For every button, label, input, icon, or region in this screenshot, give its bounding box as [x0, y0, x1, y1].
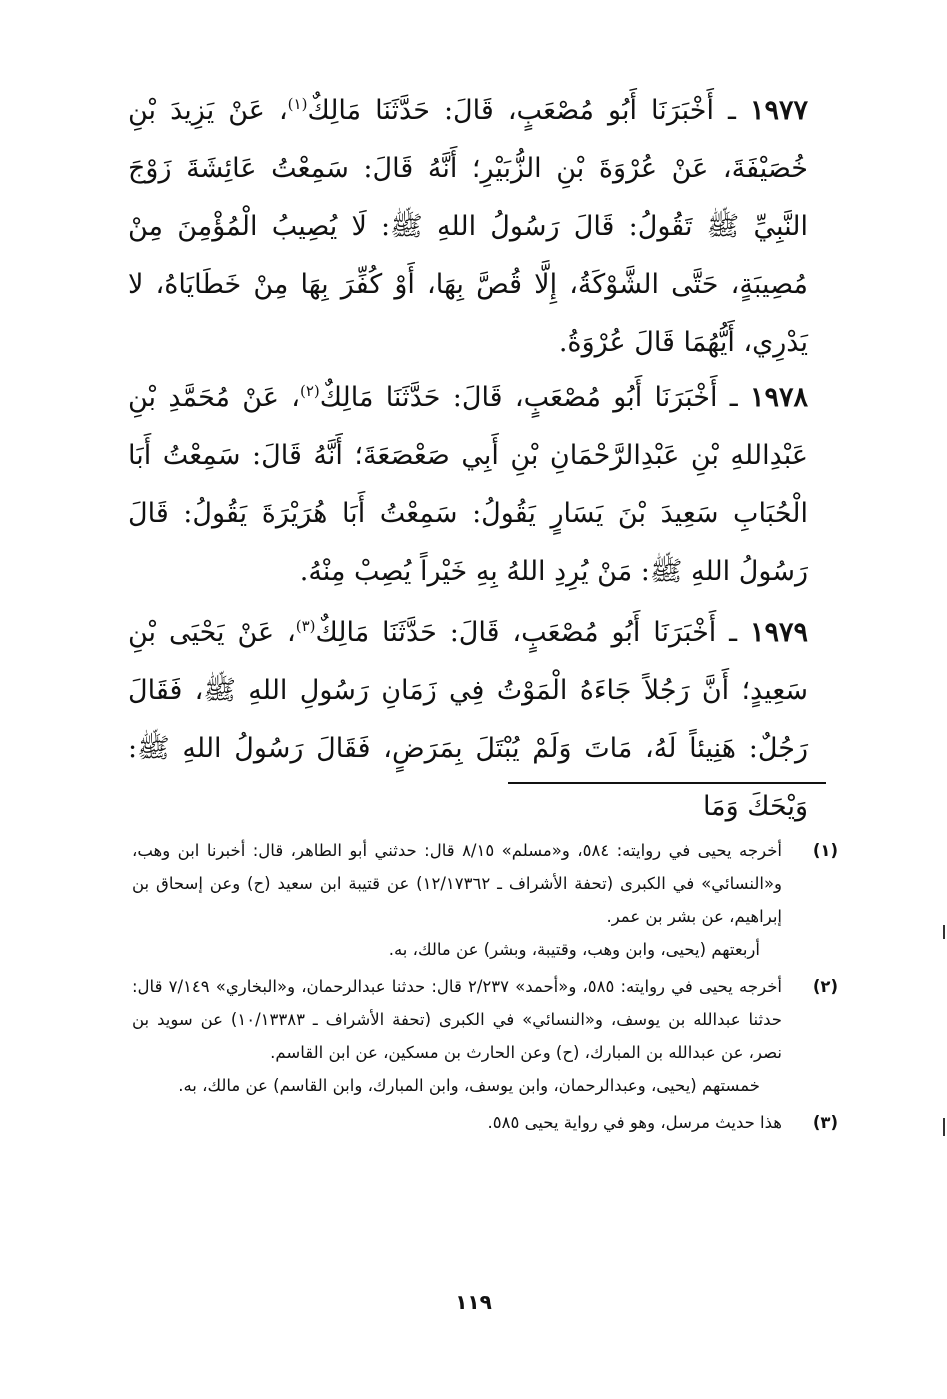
hadith-intro: ـ أَخْبَرَنَا أَبُو مُصْعَبٍ، قَالَ: حَدَّثَنَا مَالِكٌ — [315, 617, 738, 648]
footnote-line: هذا حديث مرسل، وهو في رواية يحيى ٥٨٥. — [487, 1113, 782, 1132]
footnote-marker: (٣) — [812, 1113, 838, 1132]
scan-edge-mark — [943, 1118, 945, 1136]
hadith-text: ، عَنْ يَحْيَى بْنِ سَعِيدٍ؛ أَنَّ رَجُلاً جَاءَهُ الْمَوْتُ فِي زَمَانِ رَسُولِ اللهِ ﷺ، فَقَالَ رَجُلٌ: هَنِيئاً لَهُ، مَاتَ وَلَمْ يُبْتَلَ بِمَرَضٍ، فَقَالَ رَسُولُ اللهِ ﷺ: وَيْحَكَ وَمَا — [128, 617, 808, 822]
footnote-line: خمستهم (يحيى، وعبدالرحمان، وابن يوسف، وابن المبارك، وابن القاسم) عن مالك، به. — [178, 1076, 760, 1095]
footnote-3 — [132, 1106, 838, 1139]
footnotes — [132, 834, 838, 1143]
hadith-1979 — [128, 604, 808, 836]
hadith-text: ، عَنْ يَزِيدَ بْنِ خُصَيْفَةَ، عَنْ عُرْوَةَ بْنِ الزُّبَيْرِ؛ أَنَّهُ قَالَ: سَمِعْتُ عَائِشَةَ زَوْجَ النَّبِيِّ ﷺ تَقُولُ: قَالَ رَسُولُ اللهِ ﷺ: لَا يُصِيبُ الْمُؤْمِنَ مِنْ مُصِيبَةٍ، حَتَّى الشَّوْكَةُ، إِلَّا قُصَّ بِهَا، أَوْ كُفِّرَ بِهَا مِنْ خَطَايَاهُ، لا يَدْرِي، أَيُّهُمَا قَالَ عُرْوَةُ. — [128, 95, 808, 358]
hadith-1978 — [128, 369, 808, 601]
footnote-line: أربعتهم (يحيى، وابن وهب، وقتيبة، وبشر) عن مالك، به. — [388, 940, 760, 959]
hadith-1977 — [128, 82, 808, 372]
footnote-1 — [132, 834, 838, 966]
hadith-intro: ـ أَخْبَرَنَا أَبُو مُصْعَبٍ، قَالَ: حَدَّثَنَا مَالِكٌ — [307, 95, 736, 126]
page-number: ١١٩ — [455, 1290, 492, 1314]
hadith-number: ١٩٧٨ — [749, 382, 808, 413]
footnote-ref[interactable]: (٢) — [299, 382, 320, 400]
footnote-divider — [508, 782, 826, 784]
footnote-ref[interactable]: (٣) — [295, 617, 316, 635]
footnote-2 — [132, 970, 838, 1102]
hadith-number: ١٩٧٩ — [749, 617, 808, 648]
footnote-line: أخرجه يحيى في روايته: ٥٨٥، و«أحمد» ٢/٢٣٧ قال: حدثنا عبدالرحمان، و«البخاري» ٧/١٤٩ قال: حدثنا عبدالله بن يوسف، و«النسائي» في الكبرى (تحفة الأشراف ـ ١٠/١٣٣٨٣) عن سويد بن نصر، عن عبدالله بن المبارك، (ح) وعن الحارث بن مسكين، عن ابن القاسم. — [132, 977, 782, 1062]
footnote-marker: (١) — [812, 841, 838, 860]
hadith-intro: ـ أَخْبَرَنَا أَبُو مُصْعَبٍ، قَالَ: حَدَّثَنَا مَالِكٌ — [319, 382, 738, 413]
hadith-number: ١٩٧٧ — [749, 95, 808, 126]
scan-edge-mark — [943, 925, 945, 939]
footnote-ref[interactable]: (١) — [287, 95, 308, 113]
footnote-marker: (٢) — [812, 977, 838, 996]
hadith-text: ، عَنْ مُحَمَّدِ بْنِ عَبْدِاللهِ بْنِ عَبْدِالرَّحْمَانِ بْنِ أَبِي صَعْصَعَةَ؛ أَنَّهُ قَالَ: سَمِعْتُ أَبَا الْحُبَابِ سَعِيدَ بْنَ يَسَارٍ يَقُولُ: سَمِعْتُ أَبَا هُرَيْرَةَ يَقُولُ: قَالَ رَسُولُ اللهِ ﷺ: مَنْ يُرِدِ اللهُ بِهِ خَيْراً يُصِبْ مِنْهُ. — [128, 382, 808, 587]
footnote-line: أخرجه يحيى في روايته: ٥٨٤، و«مسلم» ٨/١٥ قال: حدثني أبو الطاهر، قال: أخبرنا ابن وهب، و«النسائي» في الكبرى (تحفة الأشراف ـ ١٢/١٧٣٦٢) عن قتيبة ابن سعيد (ح) وعن إسحاق بن إبراهيم، عن بشر بن عمر. — [132, 841, 783, 926]
